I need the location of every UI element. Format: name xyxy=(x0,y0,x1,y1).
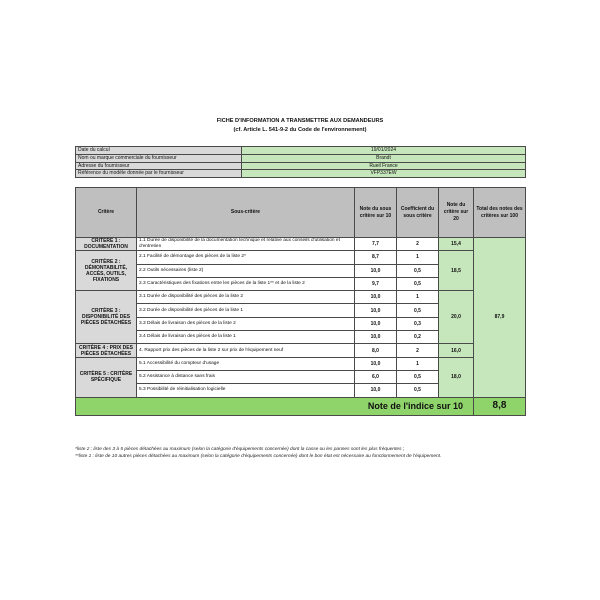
sub-criterion-label: 3.2 Durée de disponibilité des pièces de la liste 1 xyxy=(137,304,355,317)
sub-criterion-coef: 0,3 xyxy=(397,317,439,330)
document-title xyxy=(0,117,600,135)
criterion-name: CRITÈRE 4 : PRIX DES PIÈCES DÉTACHÉES xyxy=(76,344,137,357)
title-line-1: FICHE D'INFORMATION A TRANSMETTRE AUX DEMANDEURS xyxy=(216,118,384,124)
sub-criterion-note: 10,0 xyxy=(355,291,397,304)
sub-criterion-coef: 0,5 xyxy=(397,264,439,277)
header-row xyxy=(76,188,526,238)
criterion-name: CRITÈRE 1 : DOCUMENTATION xyxy=(76,238,137,251)
info-label: Adresse du fournisseur xyxy=(76,162,242,170)
info-value: VFP337EW xyxy=(242,170,526,178)
info-row xyxy=(76,154,526,162)
sub-criterion-note: 10,0 xyxy=(355,357,397,370)
sub-criterion-note: 10,0 xyxy=(355,384,397,397)
header-note-critere: Note du critère sur 20 xyxy=(439,188,474,238)
criterion-name: CRITÈRE 3 : DISPONIBILITÉ DES PIÈCES DÉTACHÉES xyxy=(76,291,137,344)
index-label: Note de l'indice sur 10 xyxy=(76,397,474,415)
sub-criterion-label: 5.1 Accessibilité du compteur d'usage xyxy=(137,357,355,370)
footnote-2: **liste 1 : liste de 10 autres pièces détachées au maximum (selon la catégorie d'équipements concernée) dont le bon état est nécessaire au fonctionnement de l'équipement. xyxy=(75,454,442,460)
sub-criterion-coef: 0,5 xyxy=(397,384,439,397)
sub-criterion-coef: 1 xyxy=(397,357,439,370)
sub-criterion-coef: 0,5 xyxy=(397,370,439,383)
footnote-1: *liste 2 : liste des 3 à 5 pièces détachées au maximum (selon la catégorie d'équipements concernée) dont la casse ou les pannes sont les plus fréquentes ; xyxy=(75,447,405,452)
info-row xyxy=(76,170,526,178)
info-value: Brandt xyxy=(242,154,526,162)
sub-criterion-note: 9,7 xyxy=(355,277,397,290)
table-row xyxy=(76,251,526,264)
criterion-score: 18,0 xyxy=(439,357,474,397)
info-label: Nom ou marque commerciale du fournisseur xyxy=(76,154,242,162)
info-row xyxy=(76,162,526,170)
repairability-table xyxy=(75,187,526,416)
sub-criterion-coef: 0,2 xyxy=(397,331,439,344)
info-label: Date du calcul xyxy=(76,147,242,155)
criterion-name: CRITÈRE 5 : CRITÈRE SPÉCIFIQUE xyxy=(76,357,137,397)
sub-criterion-label: 3.4 Délais de livraison des pièces de la liste 1 xyxy=(137,331,355,344)
sub-criterion-coef: 1 xyxy=(397,251,439,264)
info-value: Rueil France xyxy=(242,162,526,170)
sub-criterion-note: 8,0 xyxy=(355,344,397,357)
footnotes xyxy=(75,446,535,460)
sub-criterion-label: 2.3 Caractéristiques des fixations entre les pièces de la liste 1** et de la liste 2 xyxy=(137,277,355,290)
sub-criterion-label: 5.3 Possibilité de réinitialisation logicielle xyxy=(137,384,355,397)
header-sous-critere: Sous-critère xyxy=(137,188,355,238)
criterion-name: CRITÈRE 2 : DÉMONTABILITÉ, ACCÈS, OUTILS, FIXATIONS xyxy=(76,251,137,291)
sub-criterion-label: 3.1 Durée de disponibilité des pièces de la liste 2 xyxy=(137,291,355,304)
sub-criterion-note: 10,0 xyxy=(355,331,397,344)
title-line-2: (cf. Article L. 541-9-2 du Code de l'environnement) xyxy=(233,127,367,133)
sub-criterion-label: 5.2 Assistance à distance sans frais xyxy=(137,370,355,383)
index-value: 8,8 xyxy=(474,397,526,415)
info-label: Référence du modèle donnée par le fournisseur xyxy=(76,170,242,178)
sub-criterion-note: 6,0 xyxy=(355,370,397,383)
sub-criterion-note: 7,7 xyxy=(355,238,397,251)
supplier-info-table xyxy=(75,146,526,178)
sub-criterion-label: 3.3 Délais de livraison des pièces de la liste 2 xyxy=(137,317,355,330)
sub-criterion-label: 2.2 Outils nécessaires (liste 2) xyxy=(137,264,355,277)
total-score-100: 87,9 xyxy=(474,238,526,398)
sub-criterion-label: 2.1 Facilité de démontage des pièces de la liste 2* xyxy=(137,251,355,264)
sub-criterion-coef: 0,5 xyxy=(397,304,439,317)
criterion-score: 18,5 xyxy=(439,251,474,291)
table-row xyxy=(76,357,526,370)
criterion-score: 16,0 xyxy=(439,344,474,357)
sub-criterion-label: 4. Rapport prix des pièces de la liste 2 sur prix de l'équipement neuf xyxy=(137,344,355,357)
header-total: Total des notes des critères sur 100 xyxy=(474,188,526,238)
index-total-row xyxy=(76,397,526,415)
sub-criterion-note: 10,0 xyxy=(355,264,397,277)
sub-criterion-coef: 0,5 xyxy=(397,277,439,290)
sub-criterion-coef: 1 xyxy=(397,291,439,304)
sub-criterion-note: 10,0 xyxy=(355,304,397,317)
header-critere: Critère xyxy=(76,188,137,238)
sub-criterion-coef: 2 xyxy=(397,344,439,357)
table-row xyxy=(76,238,526,251)
header-coef: Coefficient du sous critère xyxy=(397,188,439,238)
criterion-score: 15,4 xyxy=(439,238,474,251)
sub-criterion-label: 1.1 Durée de disponibilité de la documentation technique et relative aux conseils d'utilisation et d'entretien xyxy=(137,238,355,251)
criterion-score: 20,0 xyxy=(439,291,474,344)
sub-criterion-coef: 2 xyxy=(397,238,439,251)
sub-criterion-note: 10,0 xyxy=(355,317,397,330)
info-row xyxy=(76,147,526,155)
table-row xyxy=(76,291,526,304)
header-note-sous: Note du sous critère sur 10 xyxy=(355,188,397,238)
sub-criterion-note: 8,7 xyxy=(355,251,397,264)
table-row xyxy=(76,344,526,357)
info-value: 19/01/2024 xyxy=(242,147,526,155)
